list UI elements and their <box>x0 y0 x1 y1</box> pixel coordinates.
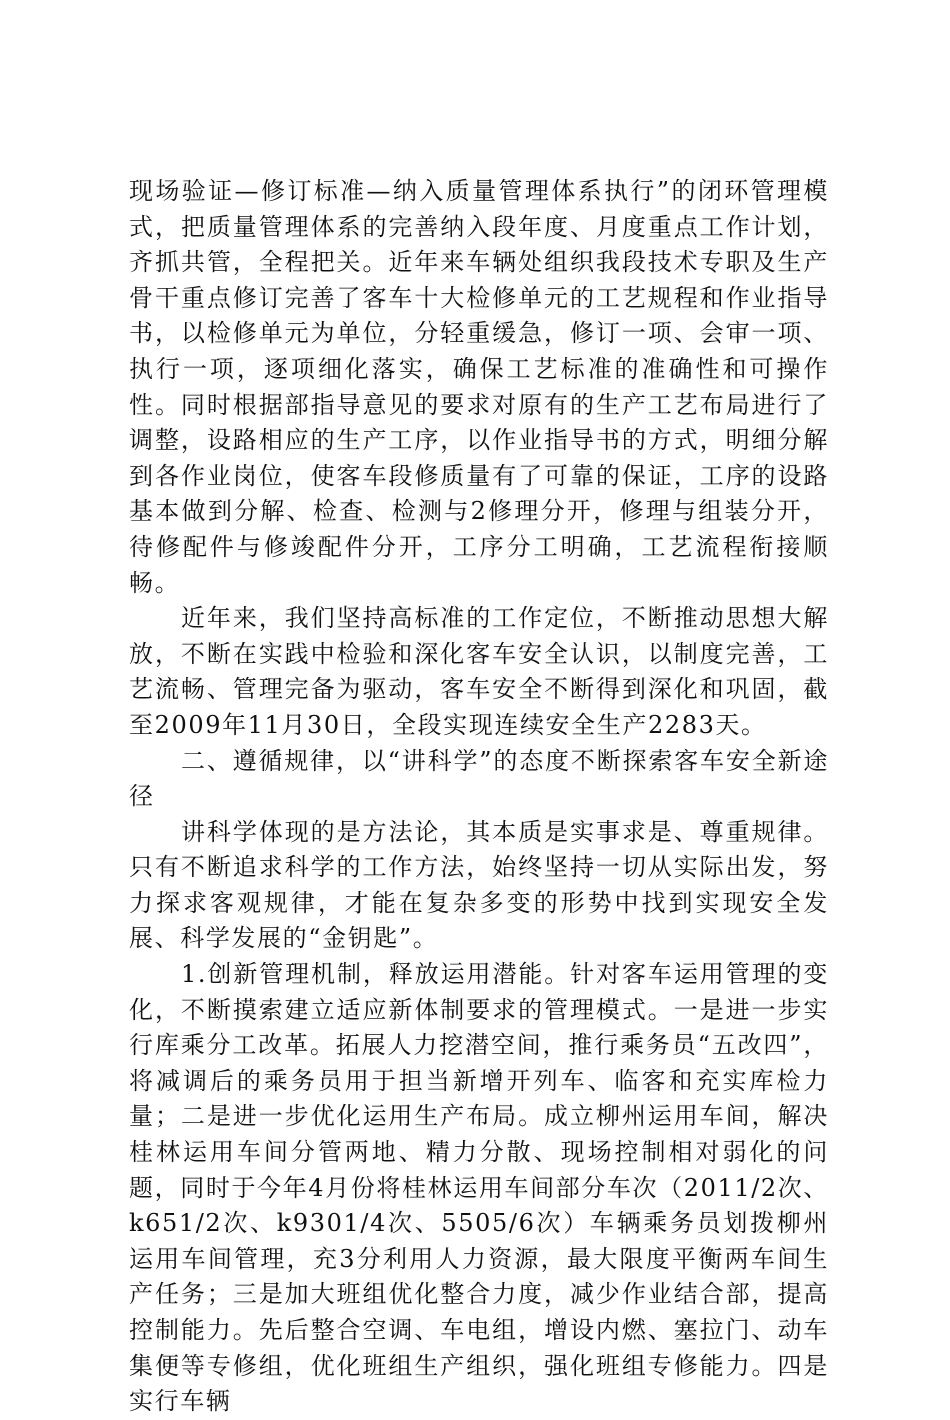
paragraph-2: 近年来，我们坚持高标准的工作定位，不断推动思想大解放，不断在实践中检验和深化客车安全认识，以制度完善，工艺流畅、管理完备为驱动，客车安全不断得到深化和巩固，截至2009年11月30日，全段实现连续安全生产2283天。 <box>129 604 829 739</box>
document-body <box>129 174 829 1420</box>
paragraph-1: 现场验证—修订标准—纳入质量管理体系执行”的闭环管理模式，把质量管理体系的完善纳入段年度、月度重点工作计划，齐抓共管，全程把关。近年来车辆处组织我段技术专职及生产骨干重点修订完善了客车十大检修单元的工艺规程和作业指导书，以检修单元为单位，分轻重缓急，修订一项、会审一项、执行一项，逐项细化落实，确保工艺标准的准确性和可操作性。同时根据部指导意见的要求对原有的生产工艺布局进行了调整，设路相应的生产工序，以作业指导书的方式，明细分解到各作业岗位，使客车段修质量有了可靠的保证，工序的设路基本做到分解、检查、检测与2修理分开，修理与组装分开，待修配件与修竣配件分开，工序分工明确，工艺流程衔接顺畅。 <box>129 177 829 597</box>
section-heading: 二、遵循规律，以“讲科学”的态度不断探索客车安全新途径 <box>129 746 829 811</box>
paragraph-4: 1.创新管理机制，释放运用潜能。针对客车运用管理的变化，不断摸索建立适应新体制要求的管理模式。一是进一步实行库乘分工改革。拓展人力挖潜空间，推行乘务员“五改四”，将减调后的乘务员用于担当新增开列车、临客和充实库检力量；二是进一步优化运用生产布局。成立柳州运用车间，解决桂林运用车间分管两地、精力分散、现场控制相对弱化的问题，同时于今年4月份将桂林运用车间部分车次（2011/2次、k651/2次、k9301/4次、5505/6次）车辆乘务员划拨柳州运用车间管理，充3分利用人力资源，最大限度平衡两车间生产任务；三是加大班组优化整合力度，减少作业结合部，提高控制能力。先后整合空调、车电组，增设内燃、塞拉门、动车集便等专修组，优化班组生产组织，强化班组专修能力。四是实行车辆 <box>129 960 829 1416</box>
paragraph-3: 讲科学体现的是方法论，其本质是实事求是、尊重规律。只有不断追求科学的工作方法，始终坚持一切从实际出发，努力探求客观规律，才能在复杂多变的形势中找到实现安全发展、科学发展的“金钥匙”。 <box>129 817 829 953</box>
